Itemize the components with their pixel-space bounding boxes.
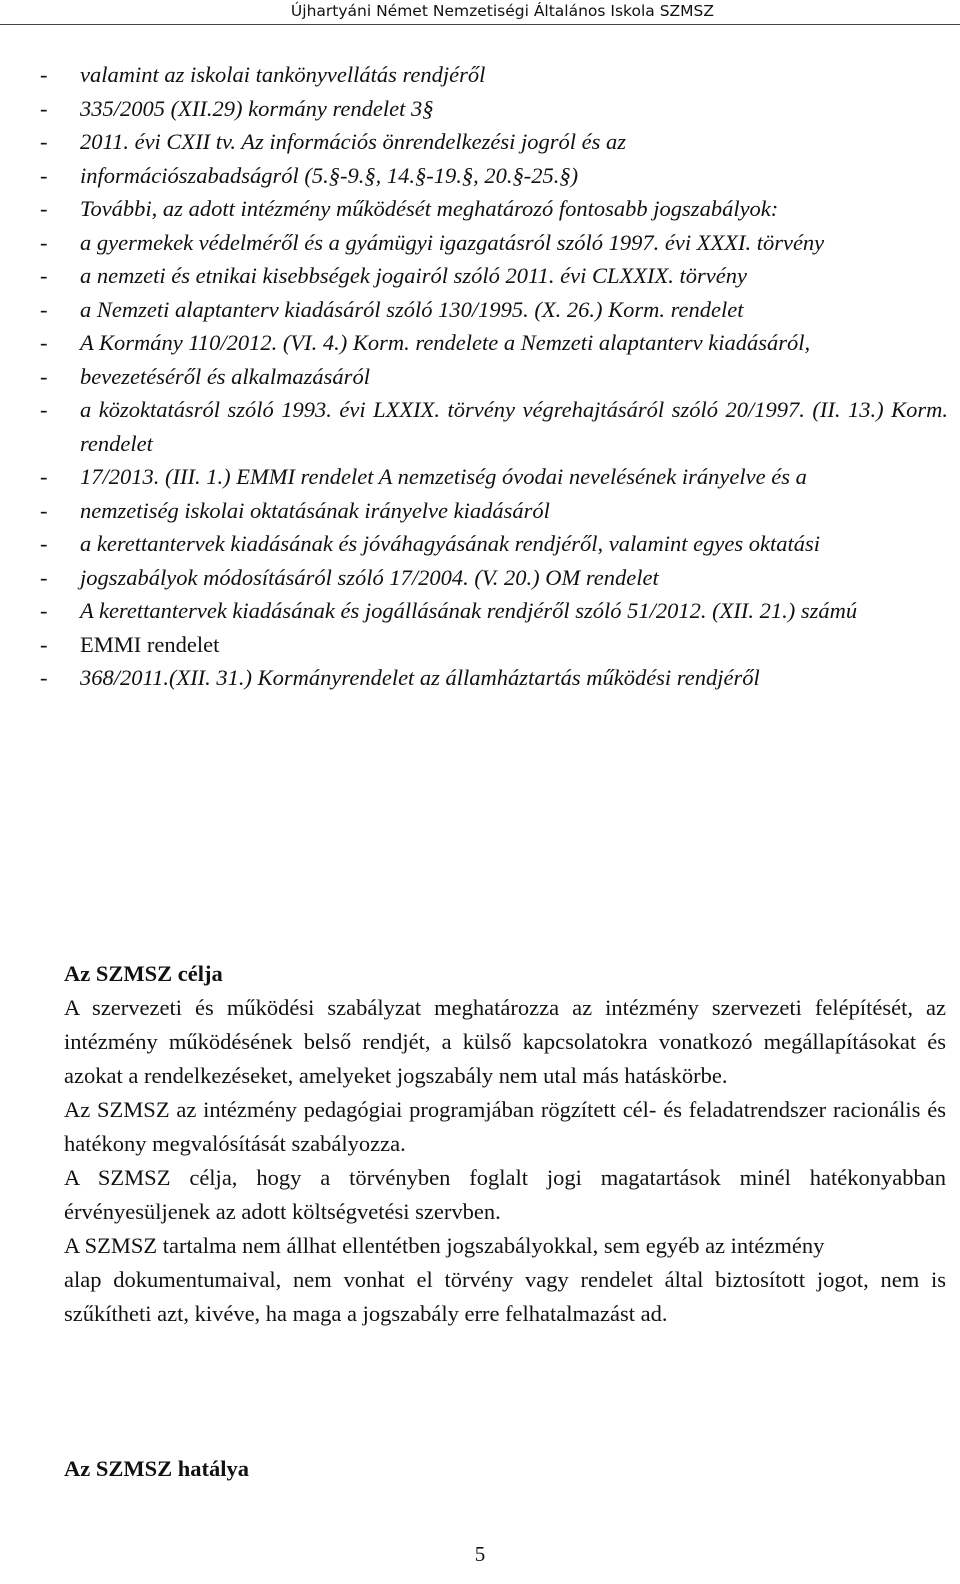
list-item bbox=[40, 360, 948, 394]
list-item-text: a nemzeti és etnikai kisebbségek jogairól szóló 2011. évi CLXXIX. törvény bbox=[80, 263, 747, 288]
paragraph: A SZMSZ tartalma nem állhat ellentétben jogszabályokkal, sem egyéb az intézmény bbox=[64, 1232, 825, 1258]
list-item-text: a gyermekek védelméről és a gyámügyi igazgatásról szóló 1997. évi XXXI. törvény bbox=[80, 229, 825, 255]
list-dash: - bbox=[40, 296, 48, 322]
paragraph: A SZMSZ célja, hogy a törvényben foglalt jogi magatartások minél hatékonyabban érvényesüljenek az adott költségvetési szervben. bbox=[64, 1164, 946, 1224]
list-dash: - bbox=[40, 330, 48, 355]
list-dash: - bbox=[40, 129, 48, 154]
list-dash: - bbox=[40, 631, 48, 657]
list-item bbox=[40, 293, 948, 327]
list-item-text: 2011. évi CXII tv. Az információs önrendelkezési jogról és az bbox=[80, 129, 626, 154]
list-item-text: A kerettantervek kiadásának és jogállásának rendjéről szóló 51/2012. (XII. 21.) számú bbox=[80, 598, 858, 623]
list-item-text: a közoktatásról szóló 1993. évi LXXIX. törvény végrehajtásáról szóló 20/1997. (II. 13.) Korm. rendelet bbox=[80, 397, 948, 456]
list-dash: - bbox=[40, 564, 48, 590]
paragraph: A szervezeti és működési szabályzat meghatározza az intézmény szervezeti felépítését, az intézmény működésének belső rendjét, a külső kapcsolatokra vonatkozó megállapításokat és azokat a rendelkezéseket, amelyeket jogszabály nem utal más hatáskörbe. bbox=[64, 994, 946, 1088]
list-item-text: információszabadságról (5.§-9.§, 14.§-19.§, 20.§-25.§) bbox=[80, 162, 579, 188]
list-item-text: a kerettantervek kiadásának és jóváhagyásának rendjéről, valamint egyes oktatási bbox=[80, 531, 821, 556]
section-title-scope: Az SZMSZ hatálya bbox=[64, 1456, 250, 1481]
list-item bbox=[40, 259, 948, 293]
section-purpose bbox=[64, 957, 946, 1331]
page-number: 5 bbox=[474, 1542, 486, 1566]
list-dash: - bbox=[40, 397, 48, 422]
list-dash: - bbox=[40, 363, 48, 389]
paragraph: Az SZMSZ az intézmény pedagógiai programjában rögzített cél- és feladatrendszer racionális és hatékony megvalósítását szabályozza. bbox=[64, 1096, 946, 1156]
list-item bbox=[40, 460, 948, 494]
list-item-text: valamint az iskolai tankönyvellátás rendjéről bbox=[80, 62, 486, 87]
list-item bbox=[40, 494, 948, 528]
list-item-text: 368/2011.(XII. 31.) Kormányrendelet az államháztartás működési rendjéről bbox=[80, 665, 760, 690]
list-dash: - bbox=[40, 665, 48, 690]
section-title-purpose: Az SZMSZ célja bbox=[64, 961, 223, 986]
list-item bbox=[40, 192, 948, 226]
legislation-list bbox=[40, 58, 948, 695]
list-item bbox=[40, 393, 948, 460]
paragraph: alap dokumentumaival, nem vonhat el törvény vagy rendelet által biztosított jogot, nem is szűkítheti azt, kivéve, ha maga a jogszabály erre felhatalmazást ad. bbox=[64, 1266, 946, 1326]
section-scope bbox=[64, 1452, 946, 1486]
list-dash: - bbox=[40, 263, 48, 288]
list-item-text: 335/2005 (XII.29) kormány rendelet 3§ bbox=[80, 95, 434, 121]
list-item bbox=[40, 326, 948, 360]
list-item bbox=[40, 561, 948, 595]
list-item-text: a Nemzeti alaptanterv kiadásáról szóló 130/1995. (X. 26.) Korm. rendelet bbox=[80, 296, 744, 322]
list-item bbox=[40, 58, 948, 92]
list-item bbox=[40, 125, 948, 159]
list-item-text: További, az adott intézmény működését meghatározó fontosabb jogszabályok: bbox=[80, 196, 779, 221]
list-item bbox=[40, 527, 948, 561]
list-item-text: bevezetéséről és alkalmazásáról bbox=[80, 363, 370, 389]
list-item bbox=[40, 594, 948, 628]
list-item-text: EMMI rendelet bbox=[80, 631, 220, 657]
list-dash: - bbox=[40, 95, 48, 121]
list-item bbox=[40, 159, 948, 193]
list-item-text: 17/2013. (III. 1.) EMMI rendelet A nemzetiség óvodai nevelésének irányelve és a bbox=[80, 464, 807, 489]
list-item-text: A Kormány 110/2012. (VI. 4.) Korm. rendelete a Nemzeti alaptanterv kiadásáról, bbox=[80, 330, 811, 355]
list-item bbox=[40, 92, 948, 126]
list-item bbox=[40, 661, 948, 695]
list-dash: - bbox=[40, 162, 48, 188]
list-item bbox=[40, 628, 948, 662]
list-dash: - bbox=[40, 62, 48, 87]
list-dash: - bbox=[40, 531, 48, 556]
list-item-text: jogszabályok módosításáról szóló 17/2004. (V. 20.) OM rendelet bbox=[80, 564, 659, 590]
list-dash: - bbox=[40, 497, 48, 523]
list-dash: - bbox=[40, 464, 48, 489]
list-dash: - bbox=[40, 229, 48, 255]
list-item-text: nemzetiség iskolai oktatásának irányelve kiadásáról bbox=[80, 497, 550, 523]
header-title: Újhartyáni Német Nemzetiségi Általános Iskola SZMSZ bbox=[290, 2, 714, 20]
list-dash: - bbox=[40, 598, 48, 623]
list-dash: - bbox=[40, 196, 48, 221]
page-header bbox=[0, 0, 960, 25]
list-item bbox=[40, 226, 948, 260]
